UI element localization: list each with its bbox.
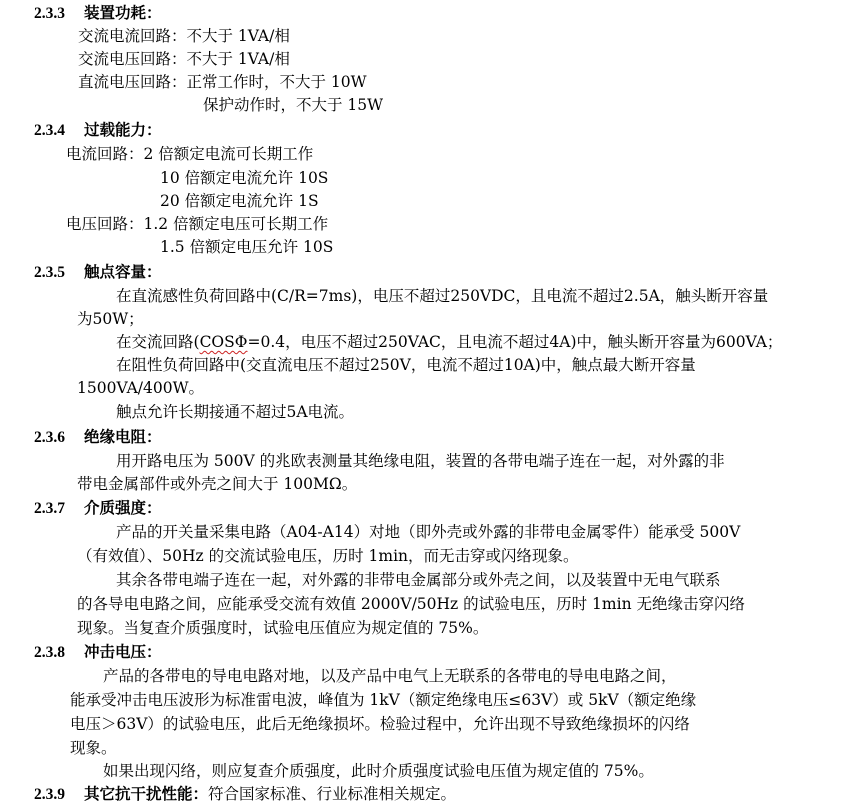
section-number: 2.3.8 xyxy=(34,644,65,661)
text-line: 用开路电压为 500V 的兆欧表测量其绝缘电阻，装置的各带电端子连在一起，对外露的非 xyxy=(116,452,725,470)
text-line: 为50W； xyxy=(77,310,144,328)
text-line: 1.5 倍额定电压允许 10S xyxy=(160,238,334,256)
cos-phi-spellcheck: COSΦ xyxy=(199,333,248,351)
section-number: 2.3.6 xyxy=(34,429,65,446)
section-number: 2.3.9 xyxy=(34,786,65,803)
text-line: 交流电压回路：不大于 1VA/相 xyxy=(78,50,290,68)
heading-2-3-9 xyxy=(34,783,456,806)
section-title: 过载能力： xyxy=(84,120,162,139)
text-line: 触点允许长期接通不超过5A电流。 xyxy=(116,403,355,421)
section-title: 其它抗干扰性能： xyxy=(84,784,209,803)
section-number: 2.3.4 xyxy=(34,122,65,139)
text-line: 现象。 xyxy=(70,739,117,757)
text-line: 电流回路：2 倍额定电流可长期工作 xyxy=(66,145,314,163)
text-line: 产品的开关量采集电路（A04-A14）对地（即外壳或外露的非带电金属零件）能承受 500V xyxy=(116,523,741,541)
text-line: （有效值）、50Hz 的交流试验电压，历时 1min，而无击穿或闪络现象。 xyxy=(77,547,579,565)
section-number: 2.3.7 xyxy=(34,500,65,517)
text-line: 20 倍额定电流允许 1S xyxy=(160,192,319,210)
heading-2-3-5 xyxy=(34,261,162,284)
section-number: 2.3.5 xyxy=(34,264,65,281)
text-line: 保护动作时，不大于 15W xyxy=(203,96,384,114)
section-title: 触点容量： xyxy=(84,262,162,281)
text-line: 其余各带电端子连在一起，对外露的非带电金属部分或外壳之间，以及装置中无电气联系 xyxy=(116,571,721,589)
section-number: 2.3.3 xyxy=(34,5,65,22)
text-line: 能承受冲击电压波形为标准雷电波，峰值为 1kV（额定绝缘电压≤63V）或 5kV（额定绝缘 xyxy=(70,691,697,709)
section-title: 冲击电压： xyxy=(84,642,162,661)
text-line: 在交流回路(COSΦ=0.4，电压不超过250VAC，且电流不超过4A)中，触头断开容量为600VA； xyxy=(116,333,783,351)
section-title: 绝缘电阻： xyxy=(84,427,162,446)
section-title: 装置功耗： xyxy=(84,3,162,22)
heading-2-3-4 xyxy=(34,119,162,142)
text-line: 在直流感性负荷回路中(C/R=7ms)，电压不超过250VDC，且电流不超过2.5A，触头断开容量 xyxy=(116,287,769,305)
text-line: 1500VA/400W。 xyxy=(77,379,205,397)
heading-2-3-6 xyxy=(34,426,162,449)
text-line: 交流电流回路：不大于 1VA/相 xyxy=(78,27,290,45)
text-line: 10 倍额定电流允许 10S xyxy=(160,169,329,187)
text-line: 如果出现闪络，则应复查介质强度，此时介质强度试验电压值为规定值的 75%。 xyxy=(103,762,654,780)
text-line: 现象。当复查介质强度时，试验电压值应为规定值的 75%。 xyxy=(77,619,489,637)
text-line: 在阻性负荷回路中(交直流电压不超过250V，电流不超过10A)中，触点最大断开容量 xyxy=(116,356,696,374)
text-line: 直流电压回路：正常工作时，不大于 10W xyxy=(78,73,367,91)
text-line: 的各导电电路之间，应能承受交流有效值 2000V/50Hz 的试验电压，历时 1min 无绝缘击穿闪络 xyxy=(77,595,745,613)
section-title: 介质强度： xyxy=(84,498,162,517)
text-line: 产品的各带电的导电电路对地，以及产品中电气上无联系的各带电的导电电路之间， xyxy=(103,667,677,685)
heading-2-3-3 xyxy=(34,2,162,25)
text-line: 带电金属部件或外壳之间大于 100MΩ。 xyxy=(77,475,358,493)
heading-2-3-8 xyxy=(34,641,162,664)
heading-2-3-7 xyxy=(34,497,162,520)
section-text: 符合国家标准、行业标准相关规定。 xyxy=(208,785,457,803)
text-line: 电压＞63V）的试验电压，此后无绝缘损坏。检验过程中，允许出现不导致绝缘损坏的闪络 xyxy=(70,715,690,733)
text-line: 电压回路：1.2 倍额定电压可长期工作 xyxy=(66,215,329,233)
